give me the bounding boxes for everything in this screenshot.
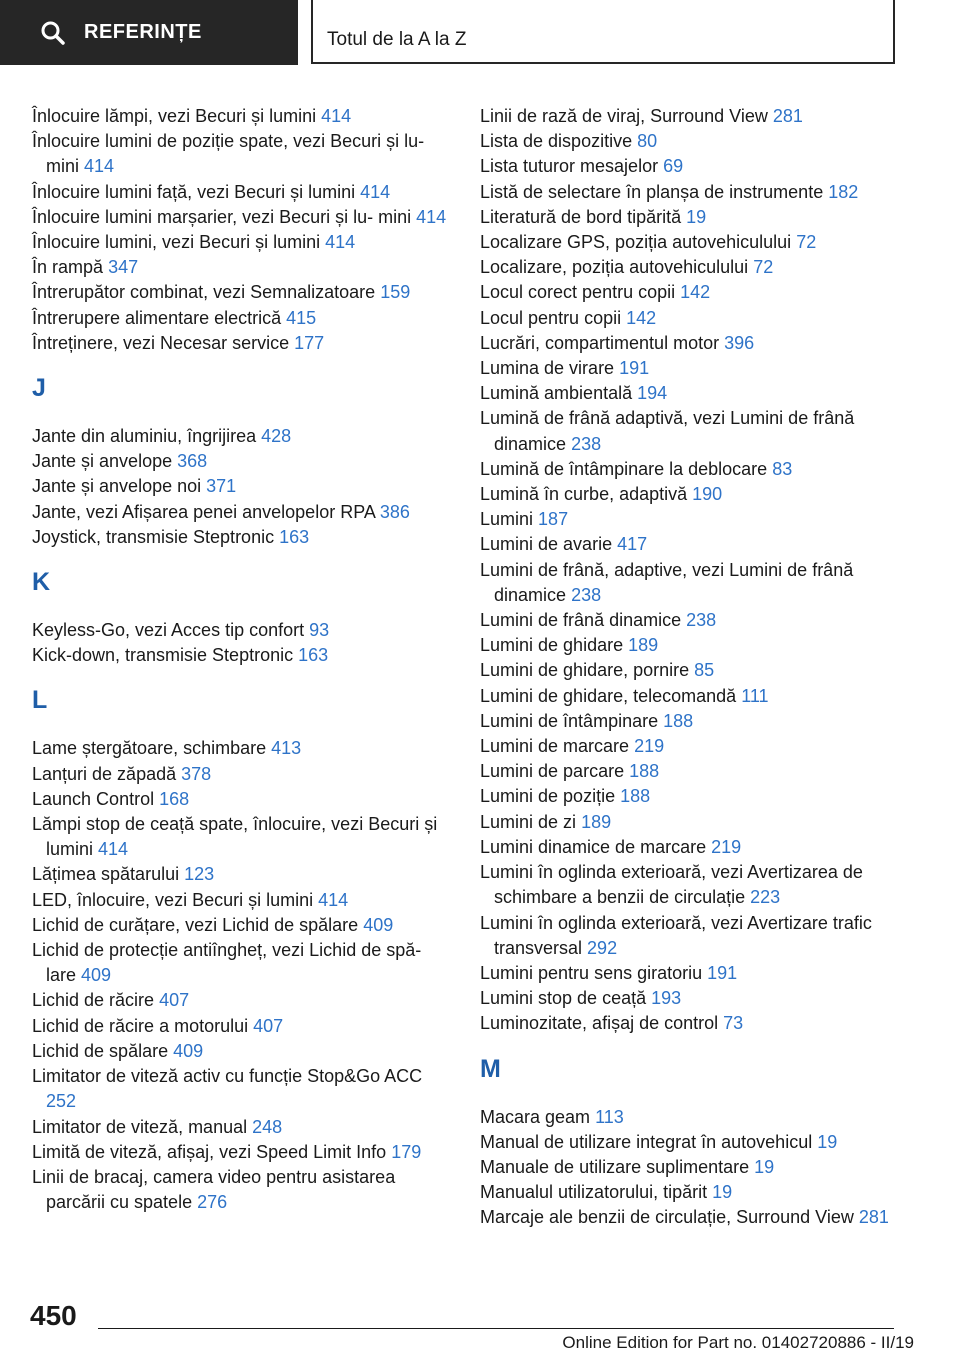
index-entry-text: În rampă bbox=[32, 257, 104, 278]
page-link[interactable]: 80 bbox=[637, 131, 658, 152]
index-entry-text: Jante și anvelope bbox=[32, 451, 173, 472]
page-link[interactable]: 188 bbox=[629, 761, 660, 782]
page-link[interactable]: 219 bbox=[711, 836, 742, 857]
index-entry bbox=[480, 709, 920, 734]
page-link[interactable]: 409 bbox=[363, 914, 394, 935]
page-link[interactable]: 142 bbox=[626, 307, 657, 328]
page-link[interactable]: 191 bbox=[707, 962, 738, 983]
index-entry bbox=[32, 1165, 452, 1215]
index-entry-text: Locul corect pentru copii bbox=[480, 282, 676, 303]
index-entry bbox=[480, 759, 920, 784]
index-entry-text: Lumini de întâmpinare bbox=[480, 710, 659, 731]
index-entry-text: Lumini de parcare bbox=[480, 761, 625, 782]
index-entry-text: Lumină de întâmpinare la deblocare bbox=[480, 458, 768, 479]
page-link[interactable]: 187 bbox=[538, 509, 569, 530]
index-entry bbox=[480, 280, 920, 305]
page-link[interactable]: 188 bbox=[663, 710, 694, 731]
page-link[interactable]: 386 bbox=[379, 501, 410, 522]
index-entry-text: Lichid de curățare, vezi Lichid de spălare bbox=[32, 914, 359, 935]
page-link[interactable]: 72 bbox=[796, 232, 817, 253]
index-entry-text: Locul pentru copii bbox=[480, 307, 622, 328]
index-entry bbox=[480, 658, 920, 683]
page-link[interactable]: 163 bbox=[279, 526, 310, 547]
page-link[interactable]: 123 bbox=[184, 864, 215, 885]
index-entry-text: Manuale de utilizare suplimentare bbox=[480, 1156, 750, 1177]
index-entry bbox=[480, 1105, 920, 1130]
index-entry-text: Lumini de ghidare, pornire bbox=[480, 660, 690, 681]
index-entry bbox=[480, 1205, 920, 1230]
index-entry bbox=[32, 331, 452, 356]
index-entry bbox=[32, 230, 452, 255]
index-entry-text: Lumini de ghidare, telecomandă bbox=[480, 685, 737, 706]
index-entry-text: Limitator de viteză, manual bbox=[32, 1116, 248, 1137]
page-link[interactable]: 19 bbox=[817, 1131, 838, 1152]
index-entry-text: Înlocuire lumini de poziție spate, vezi Becuri și lu- mini bbox=[32, 131, 425, 177]
index-entry-text: Keyless-Go, vezi Acces tip confort bbox=[32, 620, 305, 641]
page-link[interactable]: 142 bbox=[680, 282, 711, 303]
index-entry-text: Macara geam bbox=[480, 1106, 591, 1127]
index-letter-heading: K bbox=[32, 568, 51, 597]
index-entry-text: Lumini de frână, adaptive, vezi Lumini de frână dinamice bbox=[480, 559, 854, 605]
index-entry bbox=[480, 306, 920, 331]
index-entry bbox=[480, 986, 920, 1011]
page-link[interactable]: 414 bbox=[325, 232, 356, 253]
index-entry-text: Întrerupere alimentare electrică bbox=[32, 307, 282, 328]
index-entry-text: Launch Control bbox=[32, 788, 155, 809]
page-link[interactable]: 73 bbox=[723, 1013, 744, 1034]
page-link[interactable]: 19 bbox=[686, 206, 707, 227]
index-entry-text: Limită de viteză, afișaj, vezi Speed Limit Info bbox=[32, 1141, 387, 1162]
index-entry-text: Localizare, poziția autovehiculului bbox=[480, 257, 749, 278]
index-entry bbox=[480, 406, 920, 456]
index-entry bbox=[480, 860, 920, 910]
index-entry-text: Lumină în curbe, adaptivă bbox=[480, 484, 688, 505]
page-link[interactable]: 248 bbox=[252, 1116, 283, 1137]
page-link[interactable]: 69 bbox=[663, 156, 684, 177]
page-link[interactable]: 188 bbox=[620, 786, 651, 807]
index-entry bbox=[32, 787, 452, 812]
index-entry-text: Jante din aluminiu, îngrijirea bbox=[32, 426, 257, 447]
index-entry bbox=[480, 1130, 920, 1155]
index-tab-label: Totul de la A la Z bbox=[327, 29, 467, 50]
index-entry bbox=[480, 1180, 920, 1205]
index-entry bbox=[480, 331, 920, 356]
index-entry bbox=[32, 129, 452, 179]
page-link[interactable]: 281 bbox=[858, 1207, 889, 1228]
index-entry bbox=[32, 913, 452, 938]
index-entry bbox=[480, 810, 920, 835]
index-entry-text: Întreținere, vezi Necesar service bbox=[32, 332, 290, 353]
index-entry bbox=[480, 835, 920, 860]
page-link[interactable]: 414 bbox=[318, 889, 349, 910]
index-entry bbox=[480, 633, 920, 658]
index-entry bbox=[480, 230, 920, 255]
index-entry bbox=[480, 532, 920, 557]
index-entry bbox=[32, 1014, 452, 1039]
index-entry-text: Lumini dinamice de marcare bbox=[480, 836, 707, 857]
page-link[interactable]: 414 bbox=[416, 206, 447, 227]
index-entry bbox=[32, 762, 452, 787]
index-entry bbox=[32, 862, 452, 887]
index-entry bbox=[480, 961, 920, 986]
index-entry-text: Lumini în oglinda exterioară, vezi Avertizarea de schimbare a benzii de circulație bbox=[480, 862, 863, 908]
index-entry-text: Lumina de virare bbox=[480, 358, 615, 379]
references-tab[interactable] bbox=[0, 0, 298, 65]
page-link[interactable]: 190 bbox=[692, 484, 723, 505]
index-entry bbox=[32, 306, 452, 331]
index-entry bbox=[32, 474, 452, 499]
index-entry bbox=[32, 888, 452, 913]
index-entry bbox=[32, 280, 452, 305]
index-entry-text: Lumină de frână adaptivă, vezi Lumini de frână dinamice bbox=[480, 408, 855, 454]
index-entry bbox=[32, 180, 452, 205]
index-entry bbox=[32, 424, 452, 449]
index-entry-text: Joystick, transmisie Steptronic bbox=[32, 526, 275, 547]
index-entry-text: Lumini pentru sens giratoriu bbox=[480, 962, 703, 983]
index-entry bbox=[480, 911, 920, 961]
index-entry-text: Listă de selectare în planșa de instrumente bbox=[480, 181, 824, 202]
index-entry bbox=[32, 1115, 452, 1140]
index-entry bbox=[480, 734, 920, 759]
index-entry bbox=[480, 255, 920, 280]
page-link[interactable]: 223 bbox=[750, 887, 781, 908]
page-link[interactable]: 113 bbox=[595, 1106, 624, 1127]
index-entry-text: Lumini de ghidare bbox=[480, 635, 624, 656]
index-entry bbox=[480, 684, 920, 709]
index-column-right bbox=[480, 104, 920, 1231]
index-entry-text: Lumină ambientală bbox=[480, 383, 633, 404]
page-link[interactable]: 414 bbox=[84, 156, 115, 177]
index-entry bbox=[32, 736, 452, 761]
index-entry-text: Lista de dispozitive bbox=[480, 131, 633, 152]
index-entry-text: Lămpi stop de ceață spate, înlocuire, vezi Becuri și lumini bbox=[32, 814, 438, 860]
index-entry-text: Lumini stop de ceață bbox=[480, 988, 647, 1009]
index-entry-text: Jante și anvelope noi bbox=[32, 476, 202, 497]
index-entry bbox=[480, 457, 920, 482]
page-link[interactable]: 219 bbox=[634, 736, 665, 757]
index-entry bbox=[32, 1039, 452, 1064]
references-tab-label: REFERINȚE bbox=[84, 21, 202, 43]
index-entry-text: Întrerupător combinat, vezi Semnalizatoare bbox=[32, 282, 376, 303]
page-link[interactable]: 415 bbox=[286, 307, 317, 328]
page-link[interactable]: 368 bbox=[177, 451, 208, 472]
index-entry-text: Limitator de viteză activ cu funcție Stop&Go ACC bbox=[32, 1066, 423, 1087]
page-link[interactable]: 159 bbox=[380, 282, 411, 303]
page-link[interactable]: 163 bbox=[298, 645, 329, 666]
index-entry-text: Lichid de răcire bbox=[32, 990, 155, 1011]
page-link[interactable]: 409 bbox=[173, 1040, 204, 1061]
page-link[interactable]: 409 bbox=[81, 965, 112, 986]
index-entry bbox=[32, 449, 452, 474]
page-link[interactable]: 111 bbox=[741, 685, 769, 706]
page-link[interactable]: 83 bbox=[772, 458, 793, 479]
index-entry bbox=[480, 180, 920, 205]
search-icon bbox=[40, 20, 66, 46]
index-entry bbox=[480, 784, 920, 809]
page-link[interactable]: 194 bbox=[637, 383, 668, 404]
index-column-left bbox=[32, 104, 452, 1215]
page-number: 450 bbox=[30, 1300, 77, 1331]
top-navigation bbox=[0, 0, 960, 66]
page-link[interactable]: 191 bbox=[619, 358, 650, 379]
index-entry-text: Lumini în oglinda exterioară, vezi Avertizare trafic transversal bbox=[480, 912, 872, 958]
page-link[interactable]: 85 bbox=[694, 660, 715, 681]
index-entry-text: Linii de bracaj, camera video pentru asistarea parcării cu spatele bbox=[32, 1166, 396, 1213]
page-link[interactable]: 193 bbox=[651, 988, 682, 1009]
index-entry bbox=[32, 500, 452, 525]
index-entry-text: Kick-down, transmisie Steptronic bbox=[32, 645, 294, 666]
index-entry-text: Luminozitate, afișaj de control bbox=[480, 1013, 719, 1034]
index-entry-text: Lucrări, compartimentul motor bbox=[480, 332, 720, 353]
page-link[interactable]: 276 bbox=[197, 1192, 228, 1213]
page-link[interactable]: 19 bbox=[754, 1156, 775, 1177]
page-link[interactable]: 414 bbox=[98, 839, 129, 860]
page-link[interactable]: 238 bbox=[571, 433, 602, 454]
index-letter-heading: L bbox=[32, 686, 48, 715]
page-link[interactable]: 414 bbox=[321, 106, 352, 126]
index-entry-text: Lumini de frână dinamice bbox=[480, 610, 682, 631]
index-entry bbox=[480, 129, 920, 154]
page-link[interactable]: 417 bbox=[617, 534, 648, 555]
page-link[interactable]: 177 bbox=[294, 332, 325, 353]
index-entry bbox=[480, 104, 920, 129]
index-entry-text: Lichid de protecție antiîngheț, vezi Lichid de spă- lare bbox=[32, 940, 422, 986]
index-entry bbox=[32, 618, 452, 643]
index-entry bbox=[32, 104, 452, 129]
index-entry bbox=[32, 988, 452, 1013]
index-entry bbox=[480, 507, 920, 532]
index-entry bbox=[480, 381, 920, 406]
page-link[interactable]: 428 bbox=[261, 426, 292, 447]
index-entry-text: Lanțuri de zăpadă bbox=[32, 763, 177, 784]
index-entry-text: Marcaje ale benzii de circulație, Surround View bbox=[480, 1207, 854, 1228]
index-entry bbox=[32, 205, 452, 230]
index-entry bbox=[480, 154, 920, 179]
page-link[interactable]: 72 bbox=[753, 257, 774, 278]
index-letter-heading: M bbox=[480, 1054, 501, 1083]
index-entry bbox=[32, 525, 452, 550]
footer-divider bbox=[98, 1328, 894, 1329]
index-entry-text: Înlocuire lumini marșarier, vezi Becuri și lu- mini bbox=[32, 206, 412, 227]
page-link[interactable]: 93 bbox=[309, 620, 330, 641]
page-link[interactable]: 252 bbox=[46, 1091, 77, 1112]
index-letter-heading: J bbox=[32, 374, 46, 403]
page-link[interactable]: 407 bbox=[159, 990, 190, 1011]
index-entry bbox=[480, 356, 920, 381]
index-entry-text: LED, înlocuire, vezi Becuri și lumini bbox=[32, 889, 314, 910]
index-entry-text: Jante, vezi Afișarea penei anvelopelor RPA bbox=[32, 501, 375, 522]
page-link[interactable]: 189 bbox=[628, 635, 659, 656]
page-link[interactable]: 238 bbox=[686, 610, 717, 631]
page-link[interactable]: 292 bbox=[587, 937, 618, 958]
index-entry-text: Lumini de zi bbox=[480, 811, 577, 832]
index-entry-text: Înlocuire lămpi, vezi Becuri și lumini bbox=[32, 106, 317, 126]
index-entry bbox=[32, 1064, 452, 1114]
index-entry bbox=[32, 938, 452, 988]
index-entry bbox=[480, 1011, 920, 1036]
page-link[interactable]: 347 bbox=[108, 257, 139, 278]
page-link[interactable]: 19 bbox=[712, 1182, 733, 1203]
index-entry-text: Manual de utilizare integrat în autovehicul bbox=[480, 1131, 813, 1152]
index-entry-text: Lumini de marcare bbox=[480, 736, 630, 757]
index-entry-text: Localizare GPS, poziția autovehiculului bbox=[480, 232, 792, 253]
page-link[interactable]: 414 bbox=[360, 181, 391, 202]
index-entry bbox=[480, 558, 920, 608]
index-entry-text: Literatură de bord tipărită bbox=[480, 206, 682, 227]
index-tab[interactable] bbox=[311, 0, 895, 64]
page-link[interactable]: 396 bbox=[724, 332, 755, 353]
index-entry-text: Lumini de poziție bbox=[480, 786, 616, 807]
index-entry-text: Lista tuturor mesajelor bbox=[480, 156, 659, 177]
page-link[interactable]: 189 bbox=[581, 811, 612, 832]
index-entry bbox=[480, 482, 920, 507]
index-entry-text: Lățimea spătarului bbox=[32, 864, 180, 885]
page-link[interactable]: 407 bbox=[253, 1015, 284, 1036]
page-link[interactable]: 238 bbox=[571, 584, 602, 605]
index-entry-text: Înlocuire lumini față, vezi Becuri și lumini bbox=[32, 181, 356, 202]
index-entry-text: Manualul utilizatorului, tipărit bbox=[480, 1182, 708, 1203]
page-link[interactable]: 182 bbox=[828, 181, 859, 202]
index-entry-text: Lumini bbox=[480, 509, 534, 530]
index-entry bbox=[32, 255, 452, 280]
index-entry-text: Lumini de avarie bbox=[480, 534, 613, 555]
edition-footer: Online Edition for Part no. 01402720886 - II/19 bbox=[562, 1333, 914, 1352]
index-entry bbox=[480, 205, 920, 230]
page-link[interactable]: 281 bbox=[772, 106, 803, 126]
index-entry bbox=[480, 608, 920, 633]
page-link[interactable]: 168 bbox=[159, 788, 190, 809]
index-entry-text: Linii de rază de viraj, Surround View bbox=[480, 106, 768, 126]
index-entry bbox=[32, 812, 452, 862]
page-link[interactable]: 413 bbox=[271, 738, 302, 759]
index-entry bbox=[480, 1155, 920, 1180]
index-entry-text: Lichid de răcire a motorului bbox=[32, 1015, 249, 1036]
index-entry-text: Lame ștergătoare, schimbare bbox=[32, 738, 267, 759]
index-entry-text: Înlocuire lumini, vezi Becuri și lumini bbox=[32, 232, 321, 253]
index-entry-text: Lichid de spălare bbox=[32, 1040, 169, 1061]
index-entry bbox=[32, 1140, 452, 1165]
index-entry bbox=[32, 643, 452, 668]
page-link[interactable]: 378 bbox=[181, 763, 212, 784]
page-link[interactable]: 371 bbox=[206, 476, 237, 497]
page-link[interactable]: 179 bbox=[391, 1141, 422, 1162]
